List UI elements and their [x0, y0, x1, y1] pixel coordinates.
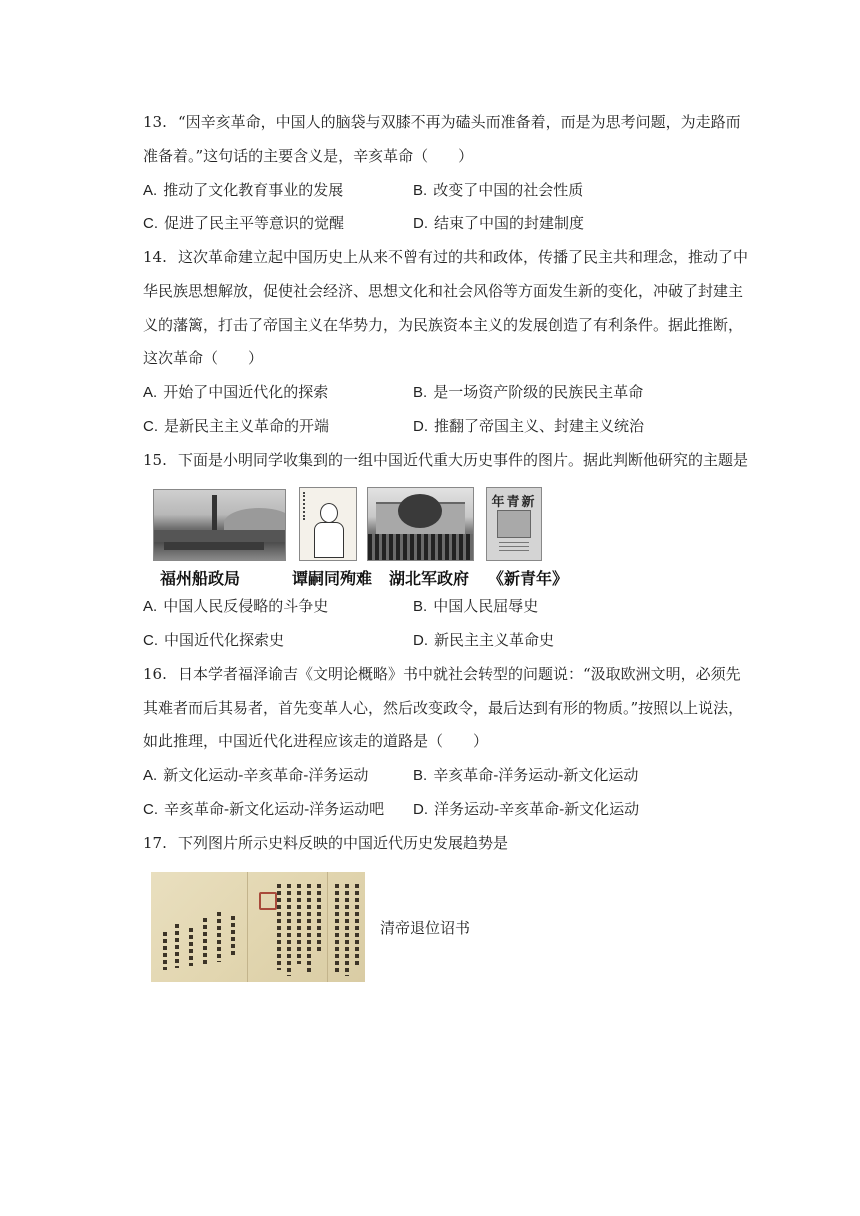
option-15-d[interactable]: D. 新民主主义革命史	[413, 631, 555, 649]
image-caption: 谭嗣同殉难	[292, 569, 373, 588]
question-text: 下面是小明同学收集到的一组中国近代重大历史事件的图片。据此判断他研究的主题是	[178, 451, 749, 469]
question-17-line-1	[143, 833, 508, 853]
question-15-line-1	[143, 450, 748, 470]
question-number: 16.	[143, 665, 167, 683]
image-caption: 福州船政局	[160, 569, 241, 588]
question-14-line-3: 义的藩篱，打击了帝国主义在华势力，为民族资本主义的发展创造了有利条件。据此推断，	[143, 316, 744, 334]
question-text: 日本学者福泽谕吉《文明论概略》书中就社会转型的问题说：“汲取欧洲文明，必须先	[178, 665, 741, 683]
question-number: 15.	[143, 451, 167, 469]
question-14-line-2: 华民族思想解放，促使社会经济、思想文化和社会风俗等方面发生新的变化，冲破了封建主	[143, 282, 744, 300]
imperial-edict-photo	[151, 872, 365, 982]
option-14-c[interactable]: C. 是新民主主义革命的开端	[143, 417, 330, 435]
option-13-a[interactable]: A. 推动了文化教育事业的发展	[143, 181, 344, 199]
question-text: 这次革命建立起中国历史上从来不曾有过的共和政体，传播了民主共和理念，推动了中	[178, 248, 749, 266]
chimney-shape	[212, 495, 217, 535]
option-16-a[interactable]: A. 新文化运动-辛亥革命-洋务运动	[143, 766, 369, 784]
option-16-b[interactable]: B. 辛亥革命-洋务运动-新文化运动	[413, 766, 639, 784]
question-number: 17.	[143, 834, 167, 852]
option-16-d[interactable]: D. 洋务运动-辛亥革命-新文化运动	[413, 800, 640, 818]
shipyard-photo	[153, 489, 286, 561]
option-14-a[interactable]: A. 开始了中国近代化的探索	[143, 383, 329, 401]
option-13-c[interactable]: C. 促进了民主平等意识的觉醒	[143, 214, 345, 232]
question-14-line-1	[143, 247, 748, 267]
question-number: 13.	[143, 113, 167, 131]
portrait-head	[320, 503, 338, 523]
option-14-d[interactable]: D. 推翻了帝国主义、封建主义统治	[413, 417, 645, 435]
question-16-line-1	[143, 664, 741, 684]
option-13-b[interactable]: B. 改变了中国的社会性质	[413, 181, 584, 199]
option-15-b[interactable]: B. 中国人民屈辱史	[413, 597, 539, 615]
portrait-illustration	[299, 487, 357, 561]
option-15-a[interactable]: A. 中国人民反侵略的斗争史	[143, 597, 329, 615]
red-seal-icon	[259, 892, 277, 910]
question-number: 14.	[143, 248, 167, 266]
building-photo	[367, 487, 474, 561]
question-16-line-3: 如此推理，中国近代化进程应该走的道路是（ ）	[143, 732, 489, 750]
magazine-masthead: 年青新	[491, 495, 537, 510]
question-text: 下列图片所示史料反映的中国近代历史发展趋势是	[178, 834, 509, 852]
question-16-line-2: 其难者而后其易者，首先变革人心，然后改变政令，最后达到有形的物质。”按照以上说法，	[143, 699, 744, 717]
option-16-c[interactable]: C. 辛亥革命-新文化运动-洋务运动吧	[143, 800, 385, 818]
image-caption: 《新青年》	[488, 569, 569, 588]
question-13-line-1	[143, 112, 741, 132]
question-text: “因辛亥革命，中国人的脑袋与双膝不再为磕头而准备着，而是为思考问题，为走路而	[178, 113, 741, 131]
portrait-body	[314, 522, 344, 558]
magazine-cover	[486, 487, 542, 561]
option-14-b[interactable]: B. 是一场资产阶级的民族民主革命	[413, 383, 644, 401]
image-caption: 湖北军政府	[389, 569, 470, 588]
question-13-line-2: 准备着。”这句话的主要含义是，辛亥革命（ ）	[143, 147, 474, 165]
option-15-c[interactable]: C. 中国近代化探索史	[143, 631, 285, 649]
option-13-d[interactable]: D. 结束了中国的封建制度	[413, 214, 585, 232]
figure-caption: 清帝退位诏书	[380, 919, 471, 937]
question-14-line-4: 这次革命（ ）	[143, 349, 264, 367]
